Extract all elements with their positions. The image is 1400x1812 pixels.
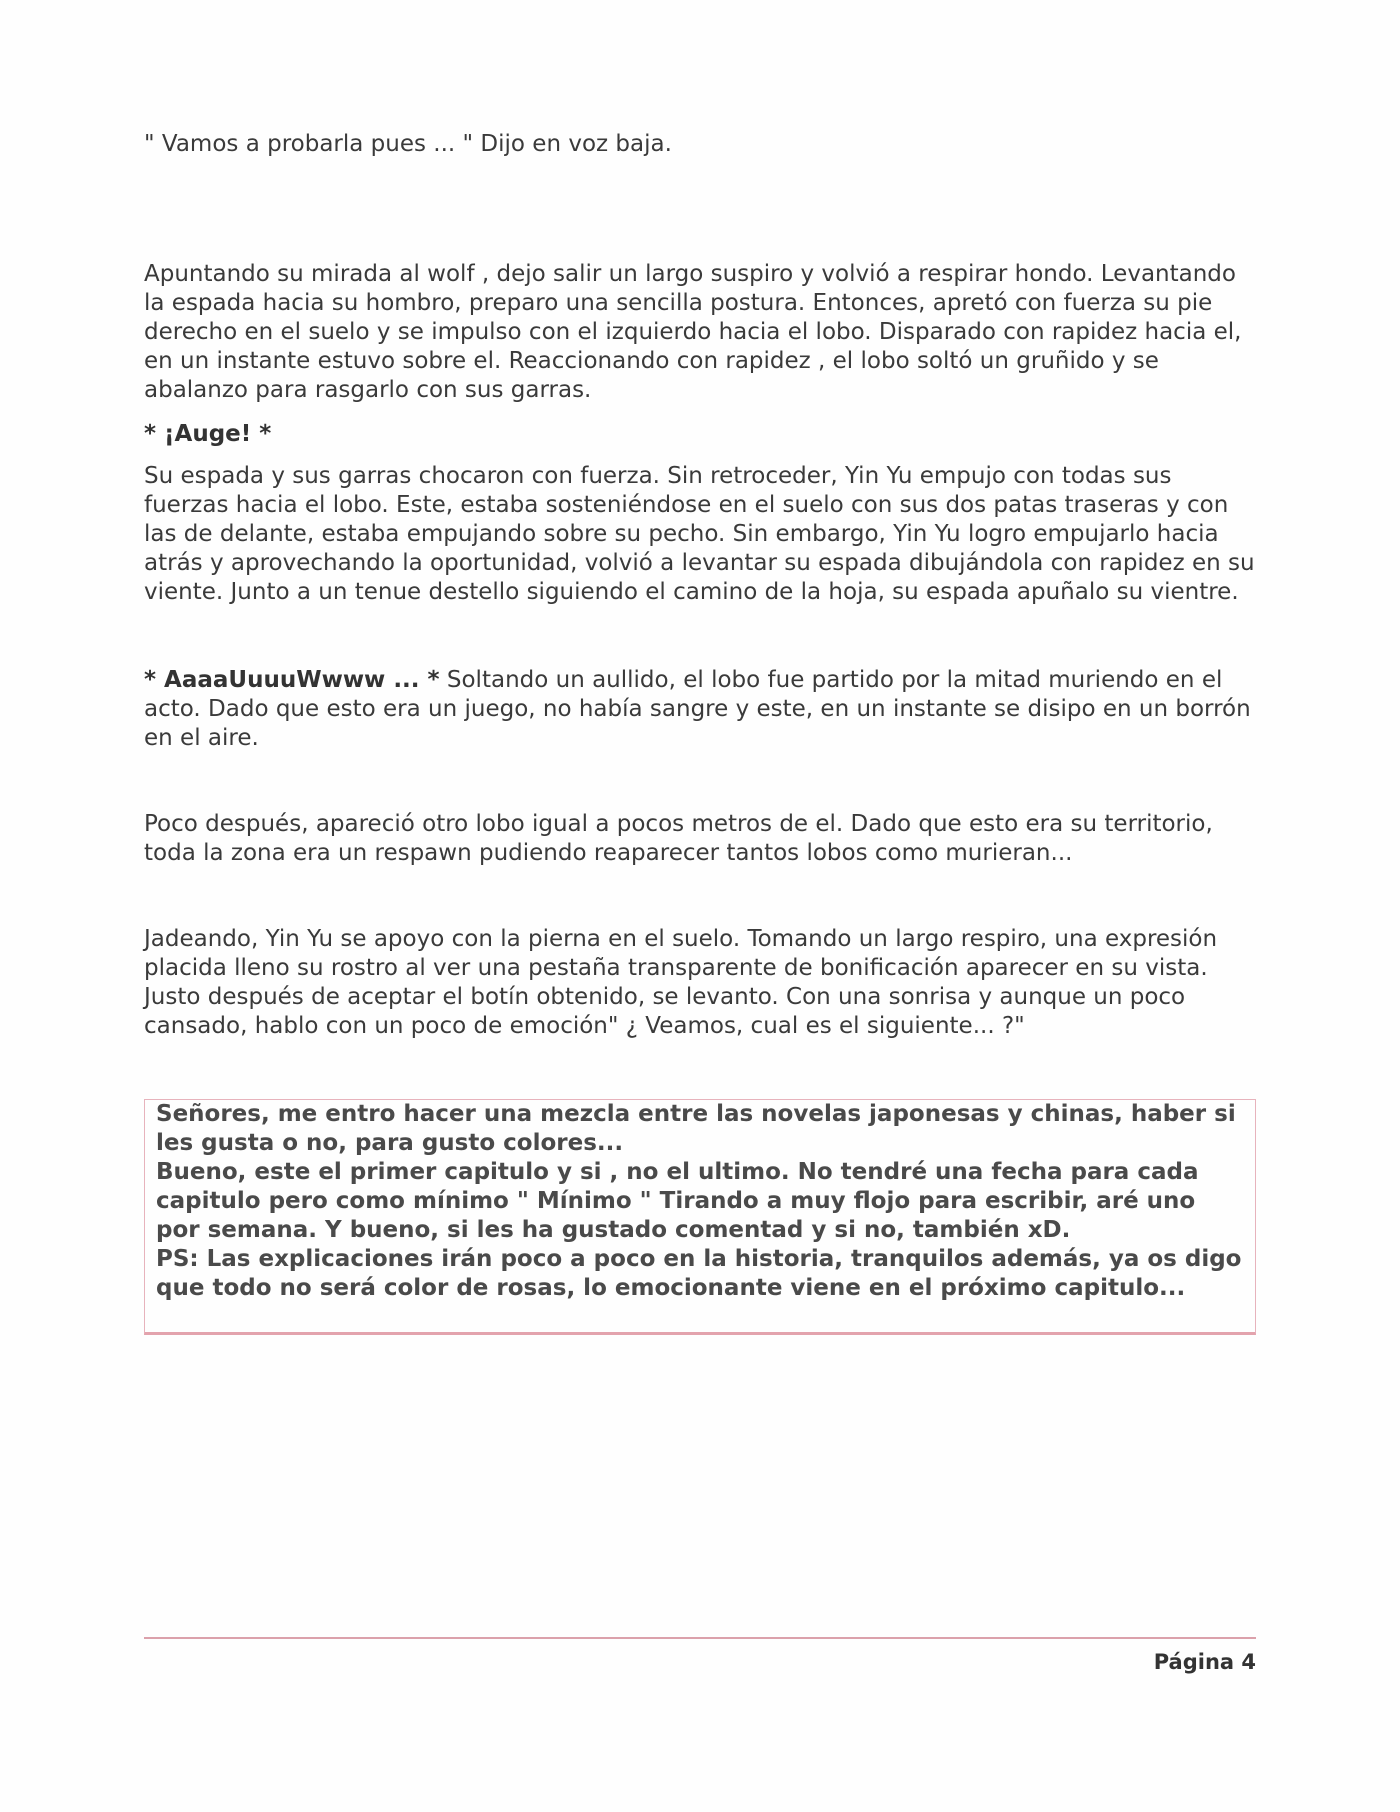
paragraph-howl — [144, 666, 1262, 753]
paragraph-attack: Apuntando su mirada al wolf , dejo salir un largo suspiro y volvió a respirar hondo. Levantando la espada hacia su hombro, preparo una sencilla postura. Entonces, apretó con fuerza su pie derecho en el suelo y se impulso con el izquierdo hacia el lobo. Disparado con rapidez hacia el, en un instante estuvo sobre el. Reaccionando con rapidez , el lobo soltó un gruñido y se abalanzo para rasgarlo con sus garras. — [144, 261, 1242, 403]
author-note-line-3: PS: Las explicaciones irán poco a poco en la historia, tranquilos además, ya os digo que todo no será color de rosas, lo emocionante viene en el próximo capitulo... — [156, 1246, 1242, 1301]
author-note-box — [144, 1099, 1256, 1335]
paragraph-clash: Su espada y sus garras chocaron con fuerza. Sin retroceder, Yin Yu empujo con todas sus fuerzas hacia el lobo. Este, estaba sosteniéndose en el suelo con sus dos patas traseras y con las de delante, estaba empujando sobre su pecho. Sin embargo, Yin Yu logro empujarlo hacia atrás y aprovechando la oportunidad, volvió a levantar su espada dibujándola con rapidez en su viente. Junto a un tenue destello siguiendo el camino de la hoja, su espada apuñalo su vientre. — [144, 463, 1255, 605]
paragraph-respawn: Poco después, apareció otro lobo igual a pocos metros de el. Dado que esto era su territorio, toda la zona era un respawn pudiendo reaparecer tantos lobos como murieran... — [144, 811, 1213, 866]
paragraph-reward: Jadeando, Yin Yu se apoyo con la pierna en el suelo. Tomando un largo respiro, una expresión placida lleno su rostro al ver una pestaña transparente de bonificación aparecer en su vista. Justo después de aceptar el botín obtenido, se levanto. Con una sonrisa y aunque un poco cansado, hablo con un poco de emoción" ¿ Veamos, cual es el siguiente... ?" — [144, 926, 1218, 1039]
footer-divider — [144, 1637, 1256, 1639]
page-number: Página 4 — [1153, 1650, 1256, 1674]
howl-sound-effect: * AaaaUuuuWwww ... * — [144, 667, 440, 693]
paragraph-quote: " Vamos a probarla pues ... " Dijo en voz baja. — [144, 131, 672, 157]
author-note-line-2: Bueno, este el primer capitulo y si , no el ultimo. No tendré una fecha para cada capitulo pero como mínimo " Mínimo " Tirando a muy flojo para escribir, aré uno por semana. Y bueno, si les ha gustado comentad y si no, también xD. — [156, 1159, 1199, 1243]
sound-effect-auge: * ¡Auge! * — [144, 421, 272, 447]
howl-text: Soltando un aullido, el lobo fue partido por la mitad muriendo en el acto. Dado que esto era un juego, no había sangre y este, en un instante se disipo en un borrón en el aire. — [144, 667, 1251, 751]
author-note-line-1: Señores, me entro hacer una mezcla entre las novelas japonesas y chinas, haber si les gusta o no, para gusto colores... — [156, 1101, 1236, 1156]
